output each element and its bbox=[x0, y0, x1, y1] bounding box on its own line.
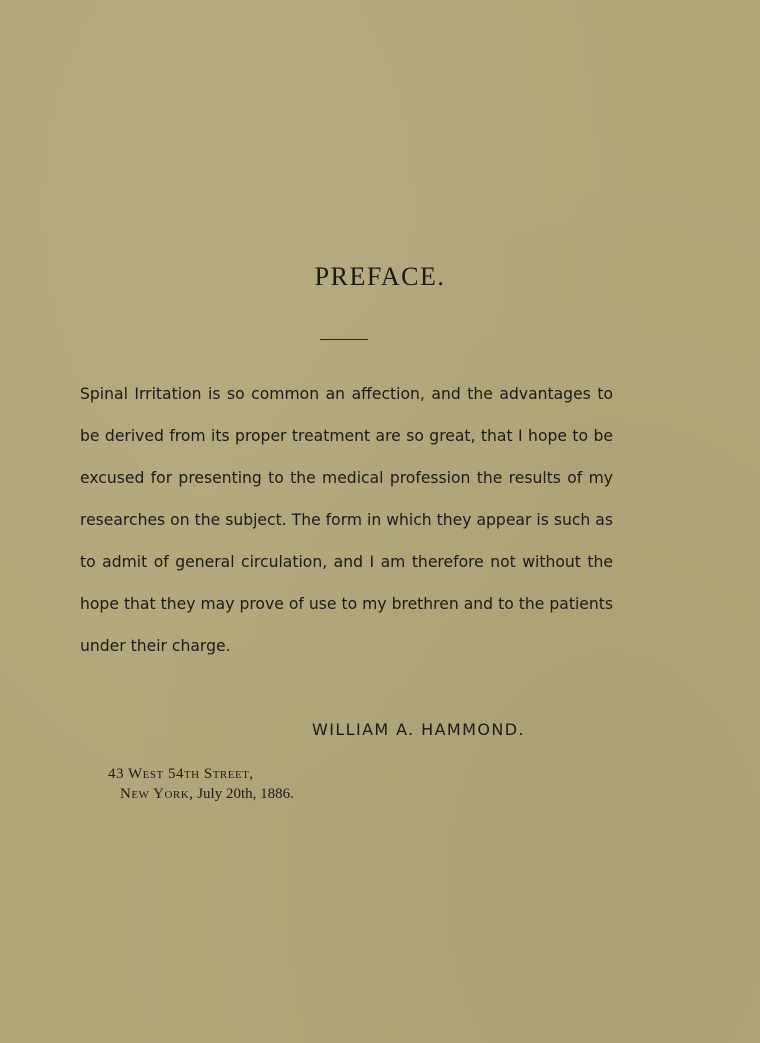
address-city: New York, bbox=[120, 786, 194, 802]
address-date: July 20th, 1886. bbox=[197, 786, 294, 802]
address-block bbox=[108, 764, 294, 804]
address-city-date bbox=[108, 784, 294, 804]
preface-paragraph: Spinal Irritation is so common an affection, and the advantages to be derived from its proper treatment are so great, that I hope to be excused for presenting to the medical profession the results of my researches on the subject. The form in which they appear is such as to admit of general circulation, and I am therefore not without the hope that they may prove of use to my brethren and to the patients under their charge. bbox=[80, 385, 613, 655]
author-signature: WILLIAM A. HAMMOND. bbox=[312, 720, 525, 739]
address-street: 43 West 54th Street, bbox=[108, 766, 254, 782]
page-title: PREFACE. bbox=[314, 262, 446, 291]
title-divider bbox=[320, 339, 368, 340]
